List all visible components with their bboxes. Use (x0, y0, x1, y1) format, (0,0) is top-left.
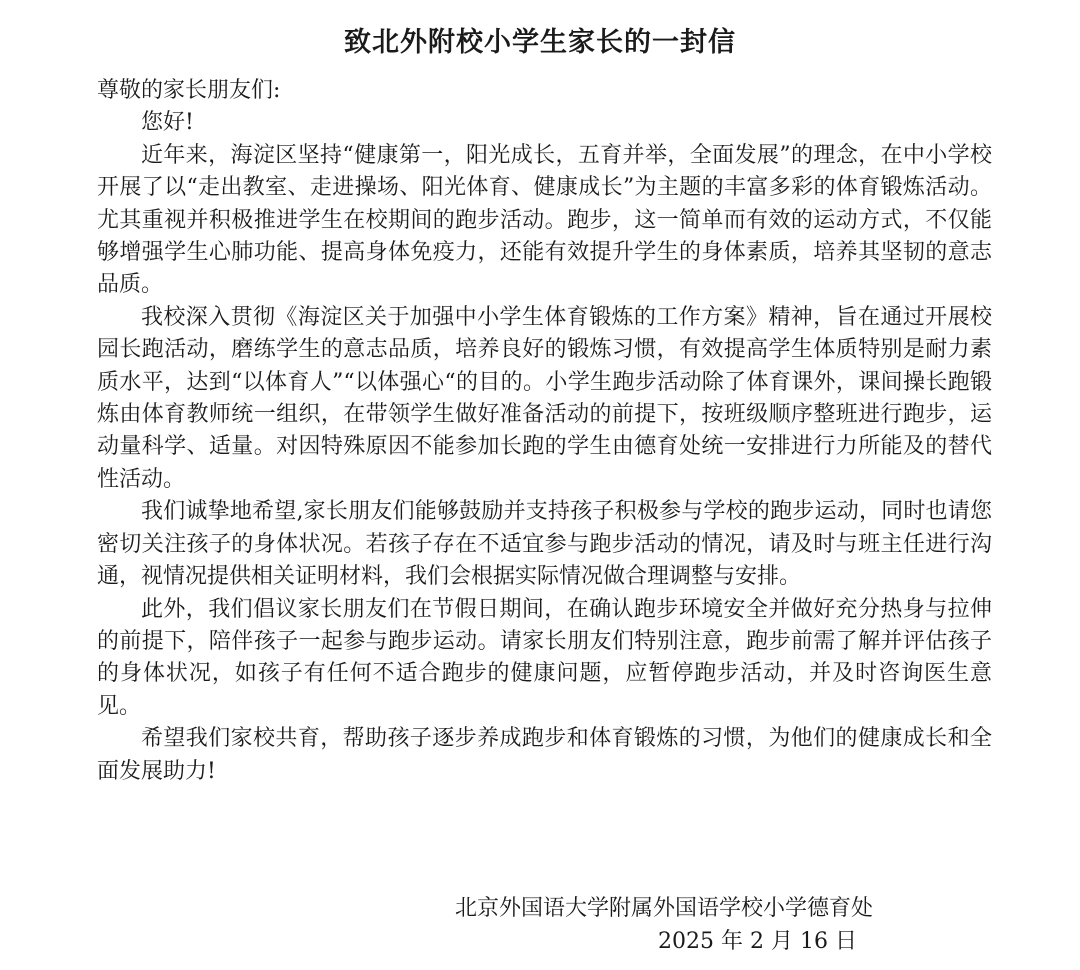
paragraph-parent-support: 我们诚挚地希望,家长朋友们能够鼓励并支持孩子积极参与学校的跑步运动，同时也请您密切关注孩子的身体状况。若孩子存在不适宜参与跑步活动的情况，请及时与班主任进行沟通，视情况提供相关证明材料，我们会根据实际情况做合理调整与安排。 (97, 499, 992, 590)
salutation: 尊敬的家长朋友们: (97, 78, 281, 103)
signature: 北京外国语大学附属外国语学校小学德育处 (455, 896, 874, 921)
paragraph-holiday-advice: 此外，我们倡议家长朋友们在节假日期间，在确认跑步环境安全并做好充分热身与拉伸的前提下，陪伴孩子一起参与跑步运动。请家长朋友们特别注意，跑步前需了解并评估孩子的身体状况，如孩子有任何不适合跑步的健康问题，应暂停跑步活动，并及时咨询医生意见。 (97, 596, 992, 719)
paragraph-intro: 近年来，海淀区坚持“健康第一，阳光成长，五育并举，全面发展”的理念，在中小学校开展了以“走出教室、走进操场、阳光体育、健康成长”为主题的丰富多彩的体育锻炼活动。尤其重视并积极推进学生在校期间的跑步活动。跑步，这一简单而有效的运动方式，不仅能够增强学生心肺功能、提高身体免疫力，还能有效提升学生的身体素质，培养其坚韧的意志品质。 (97, 142, 992, 298)
letter-title: 致北外附校小学生家长的一封信 (344, 27, 736, 58)
letter-body (97, 75, 992, 788)
paragraph-school-program: 我校深入贯彻《海淀区关于加强中小学生体育锻炼的工作方案》精神，旨在通过开展校园长跑活动，磨练学生的意志品质，培养良好的锻炼习惯，有效提高学生体质特别是耐力素质水平，达到“以体育人”“以体强心“的目的。小学生跑步活动除了体育课外，课间操长跑锻炼由体育教师统一组织，在带领学生做好准备活动的前提下，按班级顺序整班进行跑步，运动量科学、适量。对因特殊原因不能参加长跑的学生由德育处统一安排进行力所能及的替代性活动。 (97, 304, 992, 492)
greeting: 您好! (141, 110, 194, 136)
letter-date: 2025 年 2 月 16 日 (658, 929, 857, 954)
paragraph-closing: 希望我们家校共育，帮助孩子逐步养成跑步和体育锻炼的习惯，为他们的健康成长和全面发展助力! (97, 726, 992, 784)
